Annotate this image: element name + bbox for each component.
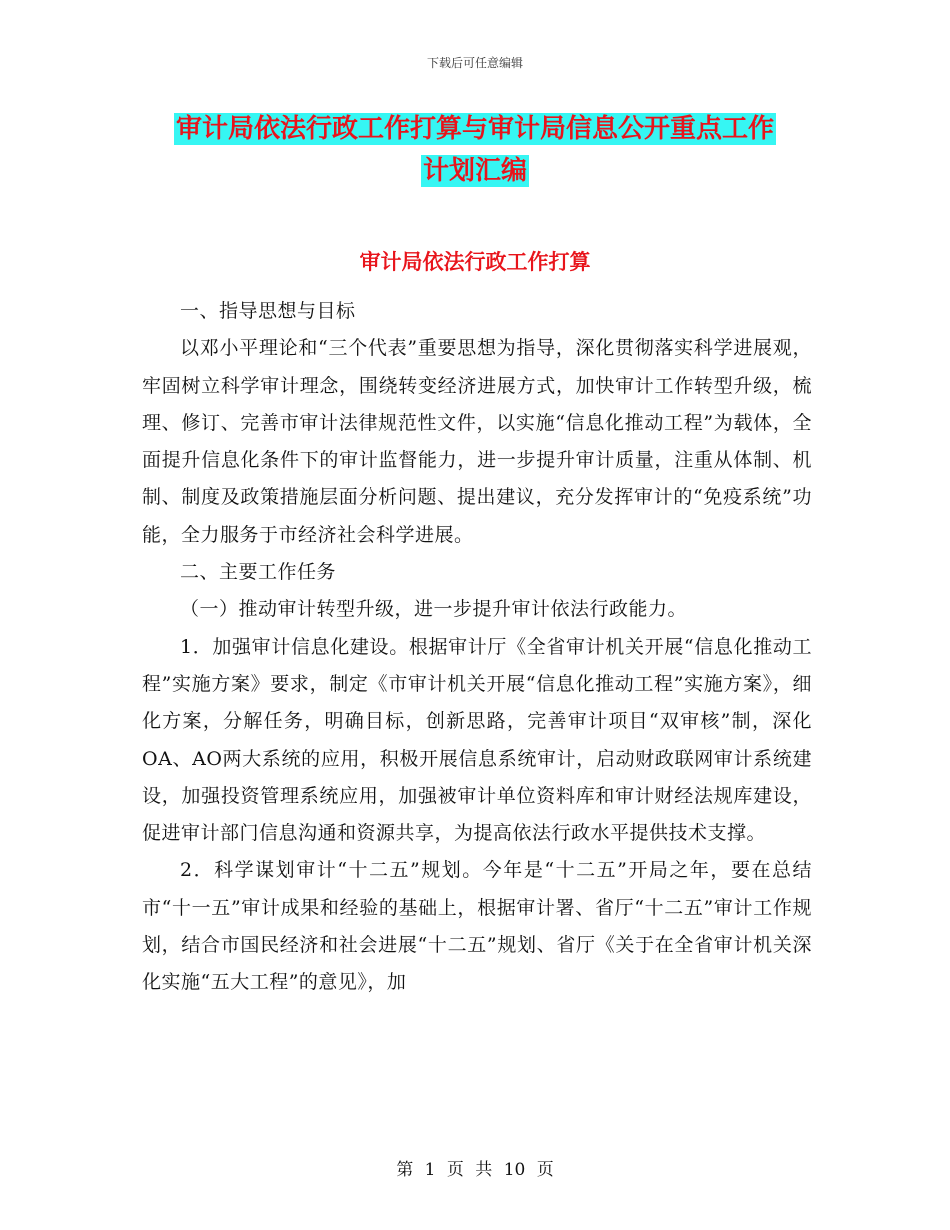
heading-main-tasks: 二、主要工作任务 [180, 561, 337, 584]
paragraph-task-1-1: 1．加强审计信息化建设。根据审计厅《全省审计机关开展“信息化推动工程”实施方案》要求，制定《市审计机关开展“信息化推动工程”实施方案》，细化方案，分解任务，明确目标，创新思路，完善审计项目“双审核”制，深化OA、AO两大系统的应用，积极开展信息系统审计，启动财政联网审计系统建设，加强投资管理系统应用，加强被审计单位资料库和审计财经法规库建设，促进审计部门信息沟通和资源共享，为提高依法行政水平提供技术支撑。 [142, 635, 812, 845]
page-footer: 第 1 页 共 10 页 [396, 1160, 554, 1180]
document-title-line-1 [0, 112, 950, 146]
body-text [142, 293, 812, 1002]
paragraph-task-1-2: 2．科学谋划审计“十二五”规划。今年是“十二五”开局之年，要在总结市“十一五”审计成果和经验的基础上，根据审计署、省厅“十二五”审计工作规划，结合市国民经济和社会进展“十二五”规划、省厅《关于在全省审计机关深化实施“五大工程”的意见》，加 [142, 859, 812, 994]
header-note: 下载后可任意编辑 [426, 56, 523, 70]
document-title-line-2 [0, 154, 950, 188]
title-highlight-1: 审计局依法行政工作打算与审计局信息公开重点工作 [175, 114, 774, 144]
heading-guiding-thought: 一、指导思想与目标 [180, 300, 356, 322]
title-highlight-2: 计划汇编 [422, 156, 527, 186]
section-title: 审计局依法行政工作打算 [359, 250, 591, 274]
subheading-task-1: （一）推动审计转型升级，进一步提升审计依法行政能力。 [180, 598, 688, 621]
paragraph-guiding-thought: 以邓小平理论和“三个代表”重要思想为指导，深化贯彻落实科学进展观，牢固树立科学审计理念，围绕转变经济进展方式，加快审计工作转型升级，梳理、修订、完善市审计法律规范性文件，以实施“信息化推动工程”为载体，全面提升信息化条件下的审计监督能力，进一步提升审计质量，注重从体制、机制、制度及政策措施层面分析问题、提出建议，充分发挥审计的“免疫系统”功能，全力服务于市经济社会科学进展。 [142, 337, 812, 546]
